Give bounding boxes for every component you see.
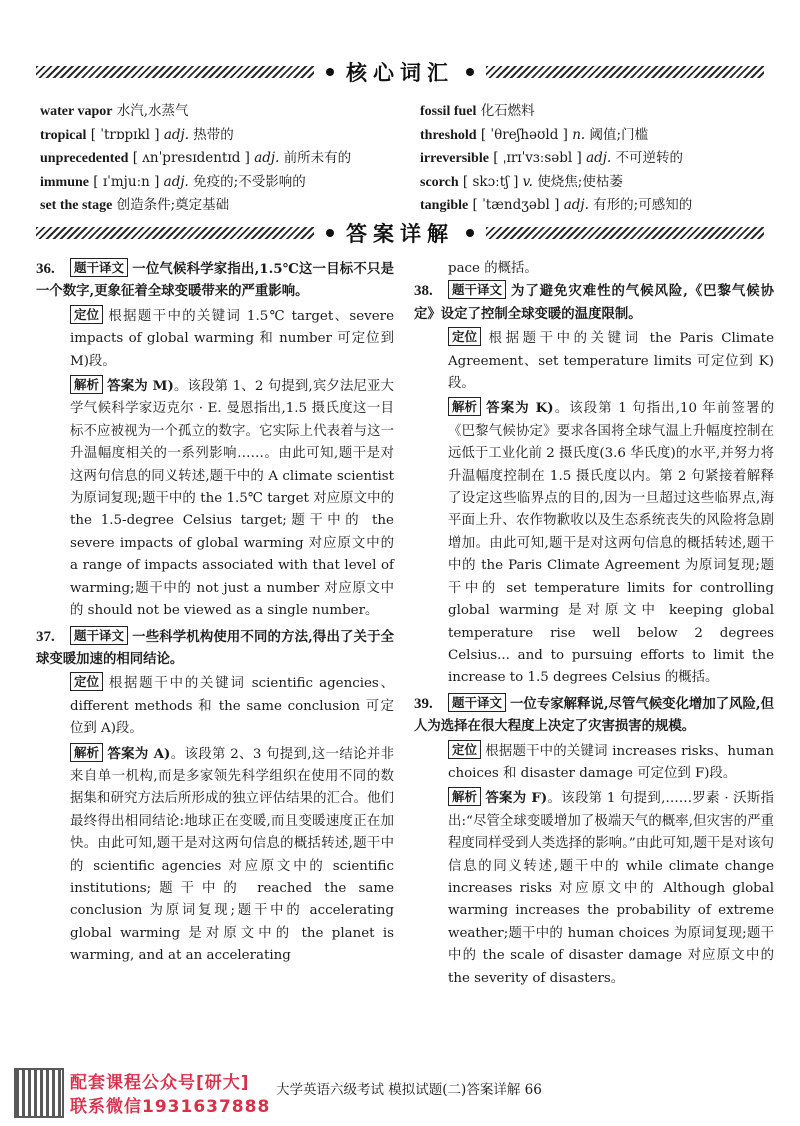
- question-38: [414, 280, 774, 689]
- locate-paragraph: 定位 根据题干中的关键词 scientific agencies、different methods 和 the same conclusion 可定位到 A)段。: [70, 674, 394, 737]
- translate-tag: 题干译文: [70, 258, 128, 277]
- question-39: [414, 693, 774, 990]
- vocab-entry: unprecedented [ ʌnˈpresɪdentɪd ] adj. 前所未有的: [40, 150, 352, 166]
- bullet-dot: [466, 68, 474, 76]
- question-number: 38.: [414, 283, 433, 300]
- translate-tag: 题干译文: [448, 693, 506, 712]
- question-translation: 36. 题干译文 一位气候科学家指出,1.5℃这一目标不只是一个数字,更象征着全球变暖带来的严重影响。: [36, 260, 394, 300]
- vocab-entry: tropical [ ˈtrɒpɪkl ] adj. 热带的: [40, 126, 234, 143]
- header-stripe-right: [486, 66, 764, 78]
- promo-line-2: 联系微信1931637888: [70, 1097, 271, 1117]
- qr-code-icon: [14, 1068, 64, 1118]
- page-footer: 大学英语六级考试 模拟试题(二)答案详解 66: [276, 1082, 542, 1098]
- answer-label: 答案为 M): [107, 378, 174, 395]
- analysis-tag: 解析: [70, 375, 103, 394]
- header-stripe-left: [36, 227, 314, 239]
- bullet-dot: [466, 229, 474, 237]
- question-number: 37.: [36, 628, 55, 645]
- locate-tag: 定位: [448, 740, 481, 759]
- locate-paragraph: 定位 根据题干中的关键词 the Paris Climate Agreement、set temperature limits 可定位到 K)段。: [448, 329, 774, 392]
- analysis-tag: 解析: [448, 787, 481, 806]
- locate-tag: 定位: [70, 305, 103, 324]
- analysis-tag: 解析: [70, 743, 103, 762]
- header-stripe-left: [36, 66, 314, 78]
- vocab-entry: scorch [ skɔːtʃ ] v. 使烧焦;使枯萎: [420, 173, 623, 190]
- vocab-list-right: [420, 100, 770, 218]
- vocab-entry: threshold [ ˈθreʃhəʊld ] n. 阈值;门槛: [420, 126, 649, 143]
- vocab-entry: fossil fuel 化石燃料: [420, 103, 535, 119]
- question-translation: 38. 题干译文 为了避免灾难性的气候风险,《巴黎气候协定》设定了控制全球变暖的温度限制。: [414, 282, 774, 322]
- analysis-paragraph: 解析 答案为 F)。该段第 1 句提到,……罗素 · 沃斯指出:“尽管全球变暖增加了极端天气的概率,但灾害的严重程度同样受到人类选择的影响。”由此可知,题干是对该句信息的同义转述,题干中的 while climate change increases risks 对应原文中的 Although global warming increases the probability of extreme weather;题干中的 human choices 为原词复现;题干中的 the scale of disaster damage 对应原文中的 the severity of disasters。: [448, 789, 774, 986]
- bullet-dot: [326, 68, 334, 76]
- vocab-entry: water vapor 水汽,水蒸气: [40, 103, 189, 119]
- vocab-entry: irreversible [ ˌɪrɪˈvɜːsəbl ] adj. 不可逆转的: [420, 150, 684, 166]
- question-number: 39.: [414, 695, 433, 712]
- answer-section-header: [36, 216, 764, 250]
- analysis-paragraph: 解析 答案为 M)。该段第 1、2 句提到,宾夕法尼亚大学气候科学家迈克尔 · E. 曼恩指出,1.5 摄氏度这一目标不应被视为一个孤立的数字。它实际上代表着与这一升温幅度相关的一系列影响……。由此可知,题干是对这两句信息的同义转述,题干中的 A climate scientist 为原词复现;题干中的 the 1.5℃ target 对应原文中的 the 1.5-degree Celsius target;题干中的 the severe impacts of global warming 对应原文中的 a range of impacts associated with that level of warming;题干中的 not just a number 对应原文中的 should not be viewed as a single number。: [70, 377, 394, 619]
- bullet-dot: [326, 229, 334, 237]
- answer-section-title: 答案详解: [346, 222, 454, 246]
- vocab-list-left: [40, 100, 410, 218]
- header-stripe-right: [486, 227, 764, 239]
- question-translation: 39. 题干译文 一位专家解释说,尽管气候变化增加了风险,但人为选择在很大程度上决定了灾害损害的规模。: [414, 694, 774, 735]
- answer-label: 答案为 F): [485, 790, 548, 807]
- vocab-entry: set the stage 创造条件;奠定基础: [40, 197, 230, 213]
- vocab-entry: tangible [ ˈtændʒəbl ] adj. 有形的;可感知的: [420, 197, 693, 213]
- analysis-continuation: pace 的概括。: [448, 261, 538, 276]
- answer-column-right: [414, 258, 774, 993]
- analysis-paragraph: 解析 答案为 K)。该段第 1 句指出,10 年前签署的《巴黎气候协定》要求各国将全球气温上升幅度控制在远低于工业化前 2 摄氏度(3.6 华氏度)的水平,并努力将升温幅度控制在 1.5 摄氏度以内。第 2 句紧接着解释了设定这些临界点的目的,因为一旦超过这些临界点,海平面上升、农作物歉收以及生态系统丧失的风险将急剧增加。由此可知,题干是对这两句信息的概括转述,题干中的 the Paris Climate Agreement 为原词复现;题干中的 set temperature limits for controlling global warming 是对原文中 keeping global temperature rise well below 2 degrees Celsius... and to pursuing efforts to limit the increase to 1.5 degrees Celsius 的概括。: [448, 399, 774, 686]
- locate-paragraph: 定位 根据题干中的关键词 increases risks、human choices 和 disaster damage 可定位到 F)段。: [448, 741, 774, 781]
- answer-label: 答案为 K): [485, 400, 554, 417]
- analysis-paragraph: 解析 答案为 A)。该段第 2、3 句提到,这一结论并非来自单一机构,而是多家领先科学组织在使用不同的数据集和研究方法后所形成的独立评估结果的汇合。他们最终得出相同结论:地球正在变暖,而且变暖速度正在加快。由此可知,题干是对这两句信息的概括转述,题干中的 scientific agencies 对应原文中的 scientific institutions;题干中的 reached the same conclusion 为原词复现;题干中的 accelerating global warming 是对原文中的 the planet is warming, and at an accelerating: [70, 744, 395, 964]
- translate-tag: 题干译文: [448, 280, 506, 299]
- answer-column-left: [36, 258, 394, 971]
- question-36: [36, 258, 394, 623]
- promo-line-1: 配套课程公众号[研大]: [70, 1073, 250, 1093]
- locate-tag: 定位: [448, 327, 481, 346]
- analysis-tag: 解析: [448, 397, 481, 416]
- question-37: [36, 626, 394, 968]
- translate-tag: 题干译文: [70, 626, 128, 645]
- locate-tag: 定位: [70, 672, 103, 691]
- vocab-section-header: [36, 55, 764, 89]
- question-translation: 37. 题干译文 一些科学机构使用不同的方法,得出了关于全球变暖加速的相同结论。: [36, 627, 394, 667]
- vocab-entry: immune [ ɪˈmjuːn ] adj. 免疫的;不受影响的: [40, 173, 306, 190]
- answer-label: 答案为 A): [107, 745, 171, 762]
- vocab-section-title: 核心词汇: [346, 61, 454, 85]
- question-number: 36.: [36, 261, 55, 277]
- locate-paragraph: 定位 根据题干中的关键词 1.5℃ target、severe impacts of global warming 和 number 可定位到 M)段。: [70, 306, 394, 369]
